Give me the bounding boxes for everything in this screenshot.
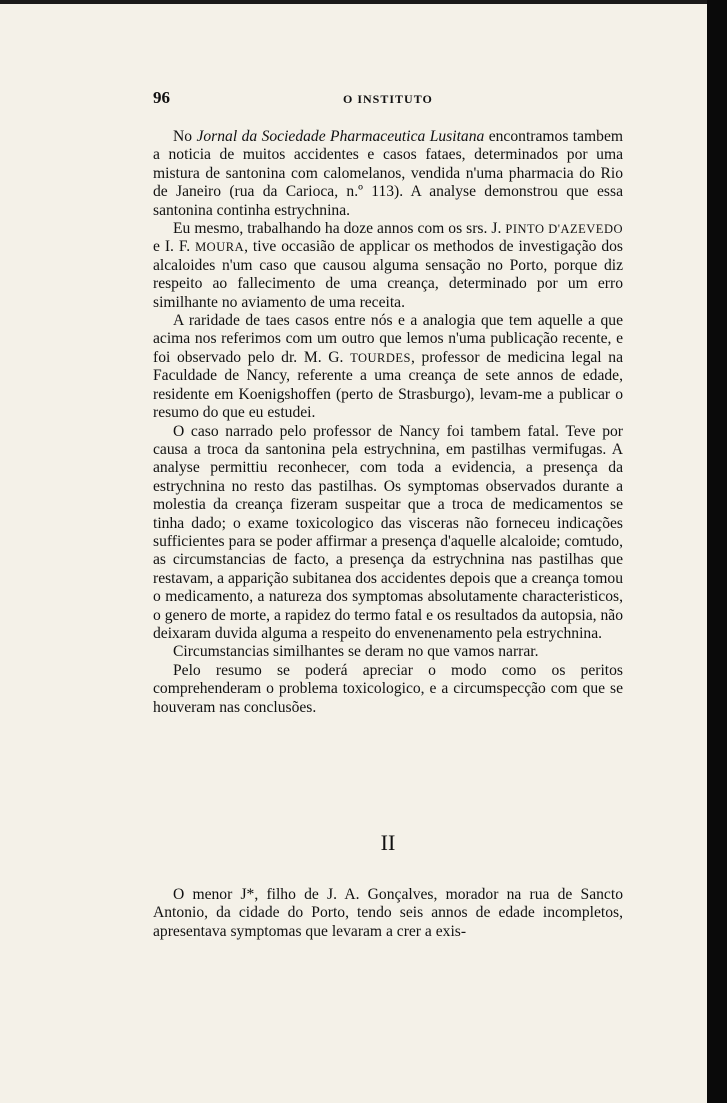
paragraph-4: O caso narrado pelo professor de Nancy foi tambem fatal. Teve por causa a troca da santonina pela estrychnina, em pastilhas vermifugas. A analyse permittiu reconhecer, com toda a evidencia, a presença da estrychnina no resto das pastilhas. Os symptomas observados durante a molestia da creança fizeram suspeitar que a troca de medicamentos se tinha dado; o exame toxicologico das visceras não forneceu indicações sufficientes para se poder affirmar a presença d'aquelle alcaloide; comtudo, as circumstancias de facto, a presença da estrychnina nas pastilhas que restavam, a apparição subitanea dos accidentes depois que a creança tomou o medicamento, a natureza dos symptomas absolutamente characteristicos, o genero de morte, a rapidez do termo fatal e os resultados da autopsia, não deixaram duvida alguma a respeito do envenenamento pela estrychnina. xyxy=(153,422,623,642)
journal-title: Jornal da Sociedade Pharmaceutica Lusitana xyxy=(196,128,485,145)
paragraph-5: Circumstancias similhantes se deram no que vamos narrar. xyxy=(173,643,539,661)
paragraph-2-text-a: Eu mesmo, trabalhando ha doze annos com os srs. J. xyxy=(173,220,506,238)
paragraph-1 xyxy=(153,128,623,220)
paragraph-2 xyxy=(153,220,623,312)
paragraph-2-text-c: , tive occasião de applicar os methodos de investigação dos alcaloides n'um caso que causou alguma sensação no Porto, porque diz respeito ao fallecimento de uma creança, determinado por um erro similhante no aviamento de uma receita. xyxy=(153,238,623,311)
section-heading: II xyxy=(380,830,396,855)
section-body-text xyxy=(153,886,623,941)
paragraph-2-text-b: e I. F. xyxy=(153,238,196,256)
paragraph-1-text-a: No xyxy=(173,128,197,145)
body-text xyxy=(153,128,623,717)
paragraph-3-text-b: , professor de medicina legal na Faculdade de Nancy, referente a uma creança de sete annos de edade, residente em Koenigshoffen (perto de Strasburgo), levam-me a publicar o resumo do que eu estudei. xyxy=(153,348,624,422)
author-name-moura: MOURA xyxy=(195,240,245,255)
author-name-azevedo: PINTO D'AZEVEDO xyxy=(505,222,623,237)
scan-edge-top xyxy=(0,0,727,4)
paragraph-3-text-a: A raridade de taes casos entre nós e a analogia que tem aquelle a que acima nos referimos com um outro que lemos n'uma publicação recente, e foi observado pelo dr. M. G. xyxy=(153,312,623,366)
section-paragraph-1: O menor J*, filho de J. A. Gonçalves, morador na rua de Sancto Antonio, da cidade do Porto, tendo seis annos de edade incompletos, apresentava symptomas que levaram a crer a exis- xyxy=(153,886,623,940)
author-name-tourdes: TOURDES xyxy=(350,350,411,365)
page-number: 96 xyxy=(153,88,170,107)
paragraph-6: Pelo resumo se poderá apreciar o modo como os peritos comprehenderam o problema toxicologico, e a circumspecção com que se houveram nas conclusões. xyxy=(153,661,623,716)
page-header xyxy=(153,88,623,110)
paragraph-3 xyxy=(153,312,623,422)
paragraph-1-text-b: encontramos tambem a noticia de muitos accidentes e casos fataes, determinados por uma mistura de santonina com calomelanos, vendida n'uma pharmacia do Rio de Janeiro (rua da Carioca, n.º 113). A analyse demonstrou que essa santonina continha estrychnina. xyxy=(153,128,624,219)
running-title: O INSTITUTO xyxy=(343,92,433,106)
scan-edge-right xyxy=(707,0,727,1103)
